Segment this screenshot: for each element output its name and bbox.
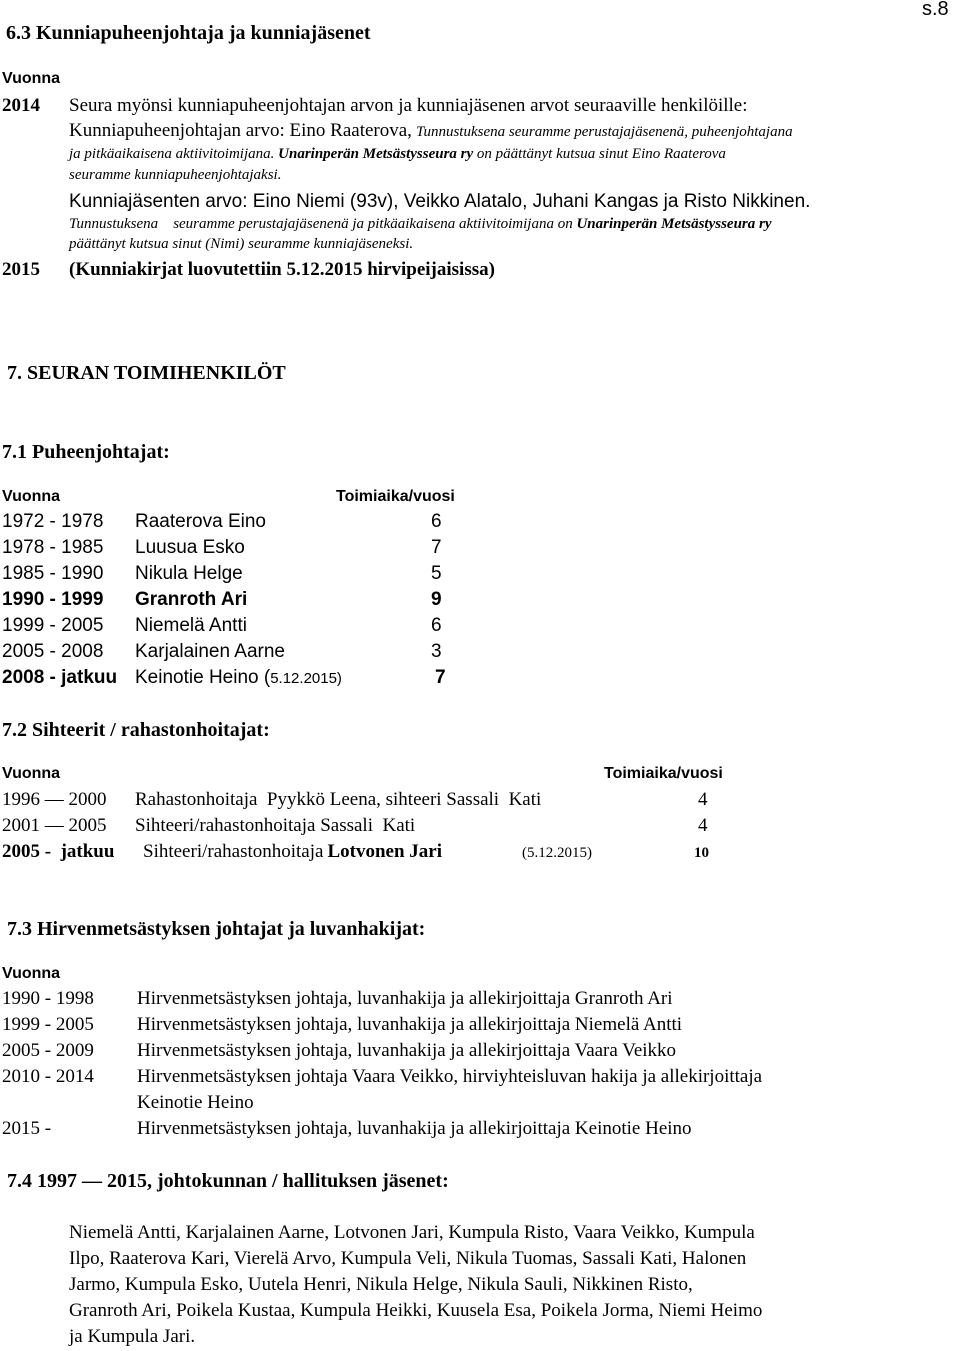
page-number: s.8 xyxy=(922,0,949,20)
table-row-role: Rahastonhoitaja Pyykkö Leena, sihteeri Sassali Kati xyxy=(135,789,542,810)
table-row-year: 2010 - 2014 xyxy=(2,1066,94,1087)
table-row-year: 1999 - 2005 xyxy=(2,1014,94,1035)
table-row-year: 2008 - jatkuu xyxy=(2,667,118,688)
table-row-term: 5 xyxy=(431,563,442,584)
table-row-date: (5.12.2015) xyxy=(522,845,592,861)
table-row-year: 1972 - 1978 xyxy=(2,511,104,532)
member-list-line: Ilpo, Raaterova Kari, Vierelä Arvo, Kumpula Veli, Nikula Tuomas, Sassali Kati, Halonen xyxy=(69,1248,747,1269)
table-row-term: 6 xyxy=(431,615,442,636)
table-row-role: Keinotie Heino xyxy=(137,1092,254,1113)
col-header-term: Toimiaika/vuosi xyxy=(604,765,723,782)
honor-line-2: Kunniapuheenjohtajan arvo: Eino Raaterova, Tunnustuksena seuramme perustajajäsenenä, puheenjohtajana xyxy=(69,120,793,141)
table-row-year: 2005 - 2009 xyxy=(2,1040,94,1061)
section-7-4-heading: 7.4 1997 — 2015, johtokunnan / hallituksen jäsenet: xyxy=(7,1170,449,1192)
table-row-term: 9 xyxy=(431,589,442,610)
table-row-name: Luusua Esko xyxy=(135,537,245,558)
member-list-line: Granroth Ari, Poikela Kustaa, Kumpula Heikki, Kuusela Esa, Poikela Jorma, Niemi Heimo xyxy=(69,1300,763,1321)
table-row-role: Hirvenmetsästyksen johtaja Vaara Veikko, hirviyhteisluvan hakija ja allekirjoittaja xyxy=(137,1066,763,1087)
table-row-role: Sihteeri/rahastonhoitaja Lotvonen Jari xyxy=(143,841,442,862)
table-row-role: Hirvenmetsästyksen johtaja, luvanhakija ja allekirjoittaja Keinotie Heino xyxy=(137,1118,692,1139)
table-row-role: Sihteeri/rahastonhoitaja Sassali Kati xyxy=(135,815,416,836)
col-header-year: Vuonna xyxy=(2,965,61,982)
table-row-year: 2005 - jatkuu xyxy=(2,841,115,862)
table-row-name: Karjalainen Aarne xyxy=(135,641,285,662)
col-header-year: Vuonna xyxy=(2,765,61,782)
honor-line-3: ja pitkäaikaisena aktiivitoimijana. Unarinperän Metsästysseura ry on päättänyt kutsua sinut Eino Raaterova xyxy=(69,146,726,162)
table-row-name: Granroth Ari xyxy=(135,589,248,610)
year-2014: 2014 xyxy=(2,95,40,116)
table-row-year: 1999 - 2005 xyxy=(2,615,104,636)
table-row-year: 2001 — 2005 xyxy=(2,815,107,836)
table-row-name: Keinotie Heino (5.12.2015) xyxy=(135,667,342,688)
section-7-heading: 7. SEURAN TOIMIHENKILÖT xyxy=(7,362,286,384)
table-row-year: 2005 - 2008 xyxy=(2,641,104,662)
table-row-term: 6 xyxy=(431,511,442,532)
table-row-year: 1996 — 2000 xyxy=(2,789,107,810)
section-7-2-heading: 7.2 Sihteerit / rahastonhoitajat: xyxy=(2,719,270,741)
table-row-role: Hirvenmetsästyksen johtaja, luvanhakija ja allekirjoittaja Vaara Veikko xyxy=(137,1040,677,1061)
table-row-name: Raaterova Eino xyxy=(135,511,266,532)
honor-line-8: (Kunniakirjat luovutettiin 5.12.2015 hirvipeijaisissa) xyxy=(69,259,495,280)
table-row-name: Nikula Helge xyxy=(135,563,243,584)
table-row-name: Niemelä Antti xyxy=(135,615,247,636)
table-row-year: 1990 - 1998 xyxy=(2,988,94,1009)
table-row-year: 1990 - 1999 xyxy=(2,589,104,610)
col-header-term: Toimiaika/vuosi xyxy=(336,488,455,505)
section-7-3-heading: 7.3 Hirvenmetsästyksen johtajat ja luvanhakijat: xyxy=(7,918,426,940)
table-row-year: 1985 - 1990 xyxy=(2,563,104,584)
table-row-term: 4 xyxy=(698,815,708,836)
year-2015: 2015 xyxy=(2,259,40,280)
table-row-role: Hirvenmetsästyksen johtaja, luvanhakija ja allekirjoittaja Granroth Ari xyxy=(137,988,673,1009)
section-6-3-heading: 6.3 Kunniapuheenjohtaja ja kunniajäsenet xyxy=(6,22,371,44)
section-7-1-heading: 7.1 Puheenjohtajat: xyxy=(2,441,170,463)
table-row-year: 2015 - xyxy=(2,1118,52,1139)
table-row-term: 7 xyxy=(435,667,446,688)
table-row-term: 10 xyxy=(694,845,709,861)
honor-line-7: päättänyt kutsua sinut (Nimi) seuramme kunniajäseneksi. xyxy=(69,236,414,252)
table-row-term: 3 xyxy=(431,641,442,662)
member-list-line: Niemelä Antti, Karjalainen Aarne, Lotvonen Jari, Kumpula Risto, Vaara Veikko, Kumpula xyxy=(69,1222,755,1243)
table-row-year: 1978 - 1985 xyxy=(2,537,104,558)
member-list-line: Jarmo, Kumpula Esko, Uutela Henri, Nikula Helge, Nikula Sauli, Nikkinen Risto, xyxy=(69,1274,693,1295)
member-list-line: ja Kumpula Jari. xyxy=(69,1326,196,1347)
table-row-term: 7 xyxy=(431,537,442,558)
col-header-year: Vuonna xyxy=(2,70,61,87)
honor-line-6: Tunnustuksena seuramme perustajajäsenenä ja pitkäaikaisena aktiivitoimijana on Unarinperän Metsästysseura ry xyxy=(69,216,772,232)
honor-line-4: seuramme kunniapuheenjohtajaksi. xyxy=(69,167,282,183)
honor-line-5: Kunniajäsenten arvo: Eino Niemi (93v), Veikko Alatalo, Juhani Kangas ja Risto Nikkinen. xyxy=(69,191,811,212)
col-header-year: Vuonna xyxy=(2,488,61,505)
honor-line-1: Seura myönsi kunniapuheenjohtajan arvon ja kunniajäsenen arvot seuraaville henkilöille: xyxy=(69,95,748,116)
table-row-term: 4 xyxy=(698,789,708,810)
table-row-role: Hirvenmetsästyksen johtaja, luvanhakija ja allekirjoittaja Niemelä Antti xyxy=(137,1014,683,1035)
